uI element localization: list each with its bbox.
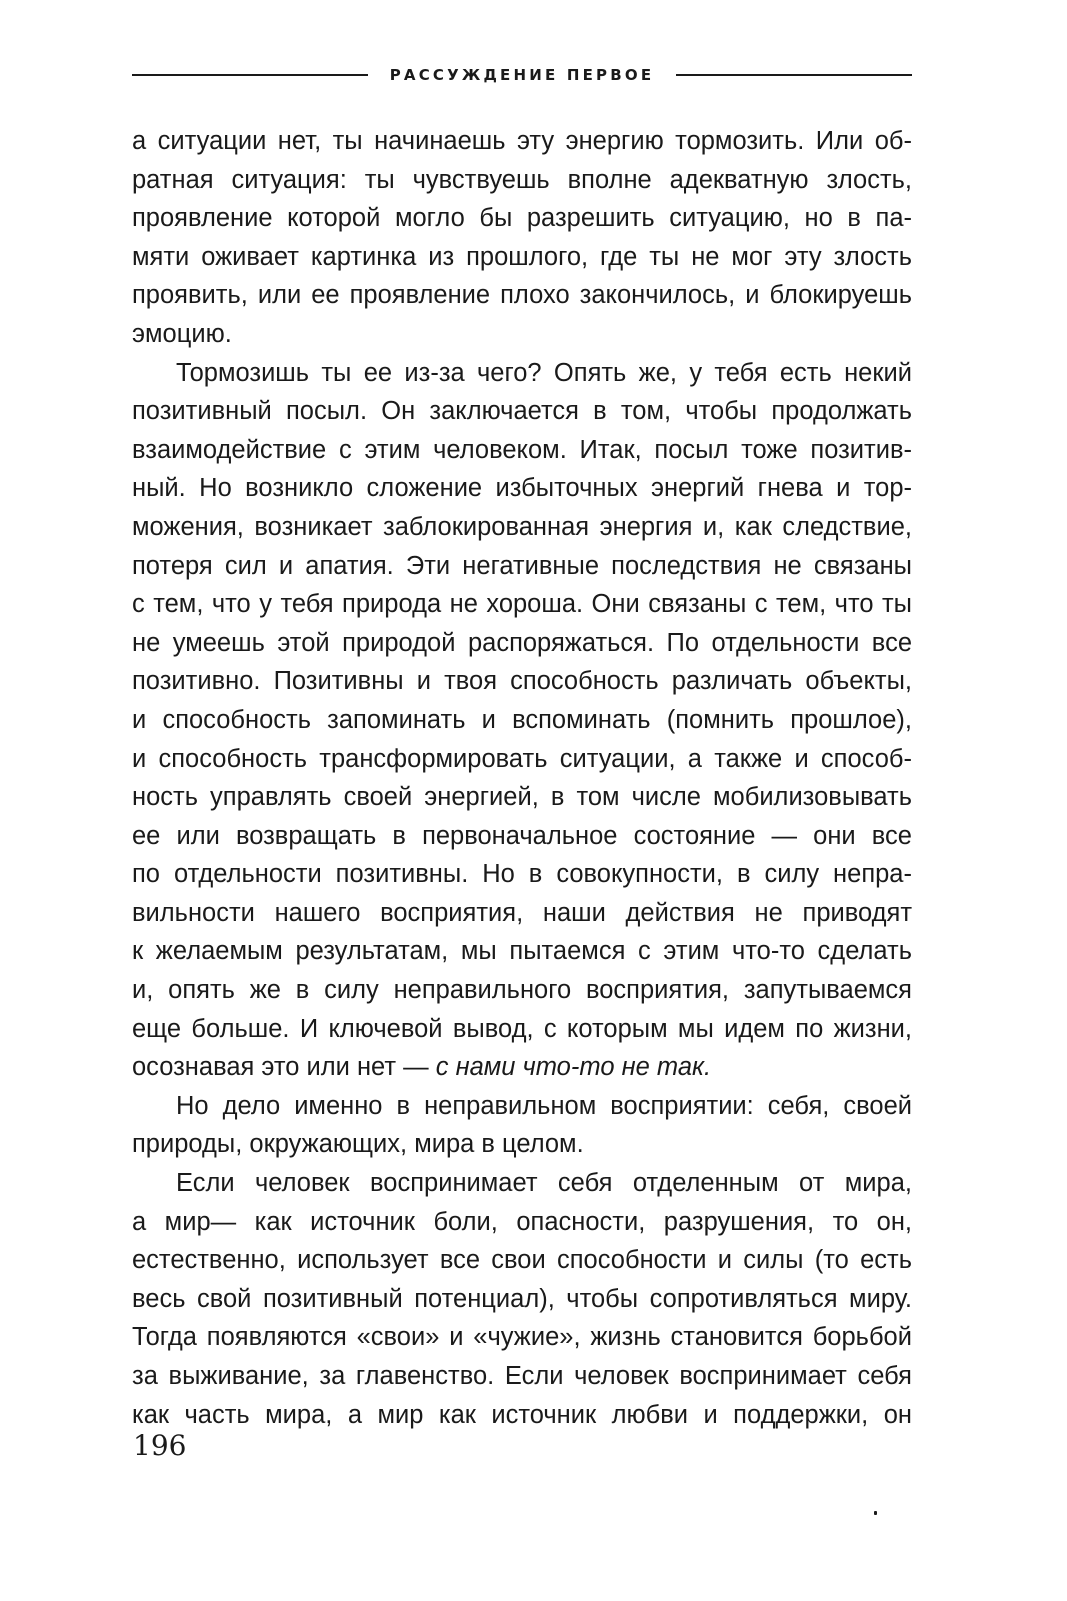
text-line: Но дело именно в неправильном восприятии: себя, своей [176, 1091, 912, 1120]
paragraph [132, 122, 912, 354]
text-line: природы, окружающих, мира в целом. [132, 1130, 584, 1159]
text-line: весь свой позитивный потенциал), чтобы сопротивляться миру. [132, 1284, 912, 1313]
text-line: а ситуации нет, ты начинаешь эту энергию тормозить. Или об- [132, 127, 912, 155]
text-line: ный. Но возникло сложение избыточных энергий гнева и тор- [132, 474, 912, 503]
text-line: Тогда появляются «свои» и «чужие», жизнь становится борьбой [132, 1323, 912, 1352]
text-line: естественно, использует все свои способности и силы (то есть [132, 1246, 912, 1275]
paragraph [132, 1164, 912, 1434]
body-text [132, 122, 912, 1434]
text-line: к желаемым результатам, мы пытаемся с этим что-то сделать [132, 937, 912, 966]
text-line: и способность трансформировать ситуации, а также и способ- [132, 744, 912, 773]
paragraph [132, 354, 912, 1087]
text-line: за выживание, за главенство. Если человек воспринимает себя [132, 1362, 912, 1390]
page-number: 196 [133, 1429, 187, 1462]
text-line: позитивный посыл. Он заключается в том, чтобы продолжать [132, 397, 912, 426]
text-line: ратная ситуация: ты чувствуешь вполне адекватную злость, [132, 165, 912, 194]
header-rule-left [132, 74, 368, 76]
text-line: как часть мира, а мир как источник любви и поддержки, он [132, 1400, 912, 1429]
closing-plain-text: осознавая это или нет — [132, 1053, 436, 1082]
text-line: и, опять же в силу неправильного восприятия, запутываемся [132, 976, 912, 1005]
text-line: еще больше. И ключевой вывод, с которым мы идем по жизни, [132, 1014, 912, 1043]
text-line: потеря сил и апатия. Эти негативные последствия не связаны [132, 551, 912, 580]
text-line: и способность запоминать и вспоминать (помнить прошлое), [132, 705, 912, 734]
running-header [132, 62, 912, 88]
text-line: проявление которой могло бы разрешить ситуацию, но в па- [132, 204, 912, 233]
text-line: ность управлять своей энергией, в том числе мобилизовывать [132, 783, 912, 812]
text-line: не умеешь этой природой распоряжаться. По отдельности все [132, 628, 912, 657]
text-line: а мир— как источник боли, опасности, разрушения, то он, [132, 1207, 912, 1236]
text-line: позитивно. Позитивны и твоя способность различать объекты, [132, 667, 912, 696]
text-line: с тем, что у тебя природа не хороша. Они связаны с тем, что ты [132, 590, 912, 619]
text-line: Если человек воспринимает себя отделенным от мира, [176, 1169, 912, 1198]
text-line-with-emphasis [132, 1048, 912, 1087]
text-line: мяти оживает картинка из прошлого, где ты не мог эту злость [132, 242, 912, 271]
print-speck [874, 1511, 877, 1515]
text-line: вильности нашего восприятия, наши действия не приводят [132, 898, 912, 927]
running-title: РАССУЖДЕНИЕ ПЕРВОЕ [389, 66, 655, 84]
text-line: взаимодействие с этим человеком. Итак, посыл тоже позитив- [132, 435, 912, 464]
text-line: Тормозишь ты ее из-за чего? Опять же, у тебя есть некий [176, 358, 912, 387]
emphasis-text: с нами что-то не так. [435, 1053, 712, 1082]
header-rule-right [676, 74, 912, 76]
text-line: по отдельности позитивны. Но в совокупности, в силу непра- [132, 860, 912, 889]
paragraph [132, 1087, 912, 1164]
text-line: проявить, или ее проявление плохо закончилось, и блокируешь [132, 281, 912, 310]
text-line: ее или возвращать в первоначальное состояние — они все [132, 821, 912, 850]
text-line: эмоцию. [132, 319, 232, 348]
text-line: можения, возникает заблокированная энергия и, как следствие, [132, 512, 912, 541]
